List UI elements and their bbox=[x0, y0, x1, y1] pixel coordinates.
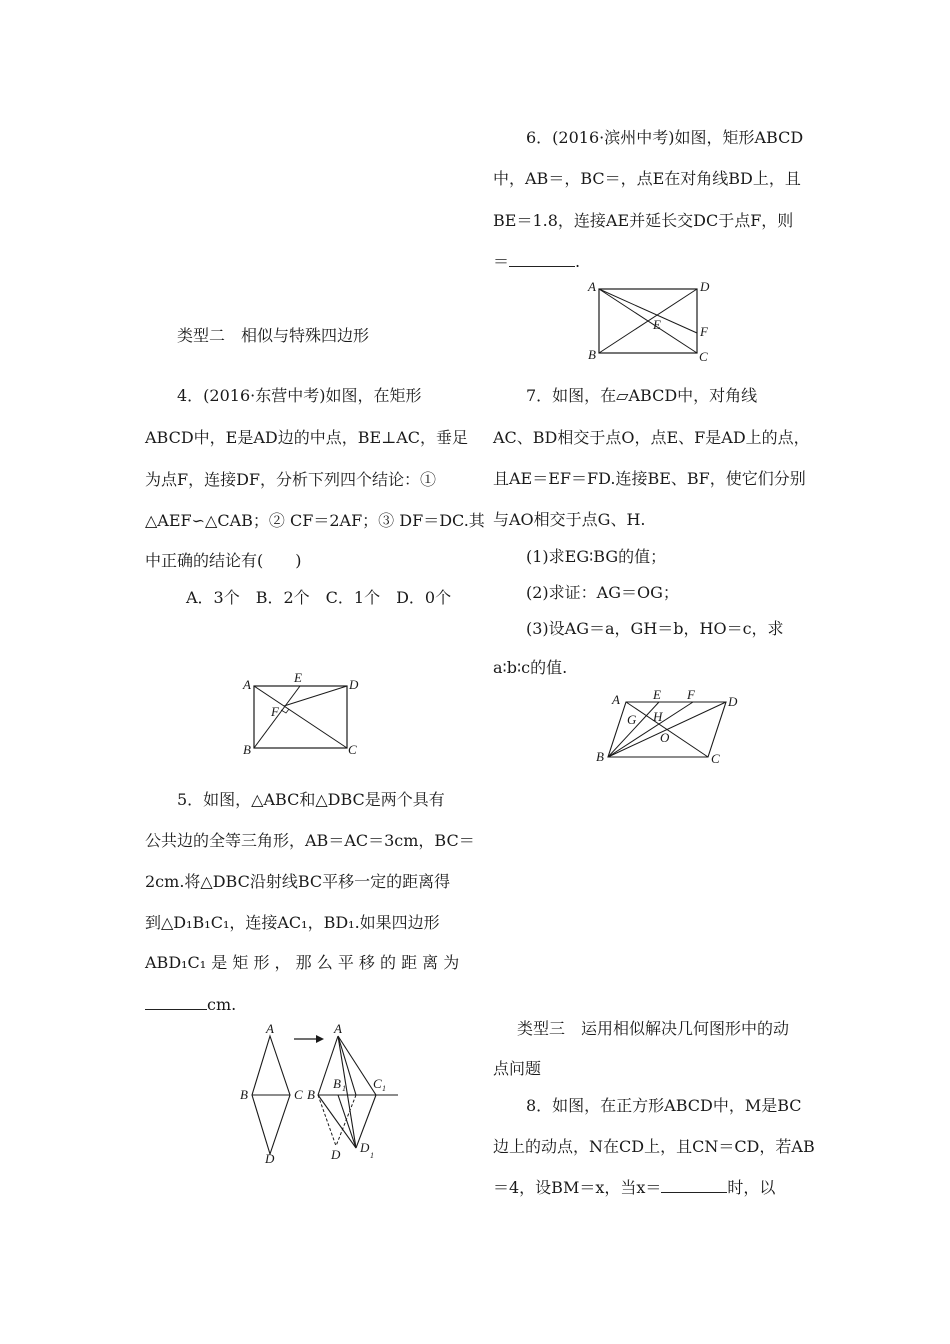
q4-line-3: 为点F，连接DF，分析下列四个结论：① bbox=[145, 470, 437, 489]
q5-line-4: 到△D₁B₁C₁，连接AC₁，BD₁.如果四边形 bbox=[145, 913, 440, 932]
q6-line-4 bbox=[493, 251, 580, 273]
q6-label-e: E bbox=[653, 317, 661, 332]
q7-line-3: 且AE＝EF＝FD.连接BE、BF，使它们分别 bbox=[493, 469, 806, 488]
q7-label-h: H bbox=[653, 709, 663, 724]
q4-line-4: △AEF∽△CAB；② CF＝2AF；③ DF＝DC.其 bbox=[145, 511, 485, 530]
q4-choices: A．3个 B．2个 C．1个 D．0个 bbox=[186, 588, 452, 607]
q8-line-2: 边上的动点，N在CD上，且CN＝CD，若AB bbox=[493, 1137, 815, 1156]
q6-label-c: C bbox=[699, 349, 708, 364]
q7-line-4: 与AO相交于点G、H. bbox=[493, 510, 646, 529]
q5-answer-unit: cm. bbox=[207, 995, 237, 1014]
q4-line-5: 中正确的结论有( ) bbox=[145, 551, 302, 570]
q7-label-d: D bbox=[728, 694, 738, 709]
q5-line-2: 公共边的全等三角形，AB＝AC＝3cm，BC＝ bbox=[145, 831, 475, 850]
q5-label-d: D bbox=[265, 1151, 275, 1164]
q5-label-b-right: B bbox=[307, 1087, 315, 1102]
q5-label-d1-sub: 1 bbox=[370, 1151, 374, 1160]
q7-label-f: F bbox=[687, 687, 695, 702]
section3-title-line-1: 类型三 运用相似解决几何图形中的动 bbox=[517, 1019, 790, 1038]
q7-label-b: B bbox=[596, 749, 604, 764]
q7-part-2: (2)求证：AG＝OG； bbox=[526, 583, 679, 602]
q6-figure bbox=[583, 278, 718, 366]
q4-label-f: F bbox=[271, 704, 279, 719]
q5-label-b1: B bbox=[333, 1076, 341, 1091]
q5-answer-line bbox=[145, 994, 236, 1016]
q4-line-2: ABCD中，E是AD边的中点，BE⊥AC，垂足 bbox=[145, 428, 469, 447]
q7-label-c: C bbox=[711, 751, 720, 766]
q5-label-d1: D bbox=[360, 1140, 370, 1155]
q6-line-3: BE＝1.8，连接AE并延长交DC于点F，则 bbox=[493, 211, 794, 230]
q4-label-b: B bbox=[243, 742, 251, 757]
q6-line-2: 中，AB＝，BC＝，点E在对角线BD上，且 bbox=[493, 169, 801, 188]
q7-line-2: AC、BD相交于点O，点E、F是AD上的点， bbox=[493, 428, 810, 447]
q7-part-3: (3)设AG＝a，GH＝b，HO＝c，求 bbox=[526, 619, 784, 638]
q7-part-1: (1)求EG∶BG的值； bbox=[526, 547, 667, 566]
q5-line-3: 2cm.将△DBC沿射线BC平移一定的距离得 bbox=[145, 872, 451, 891]
q7-label-g: G bbox=[627, 712, 637, 727]
q6-line-1: 6．(2016·滨州中考)如图，矩形ABCD bbox=[526, 128, 804, 147]
section2-title: 类型二 相似与特殊四边形 bbox=[177, 326, 370, 345]
q5-label-c: C bbox=[294, 1087, 303, 1102]
q5-label-b: B bbox=[240, 1087, 248, 1102]
q7-line-1: 7．如图，在▱ABCD中，对角线 bbox=[526, 386, 758, 405]
q5-line-1: 5．如图，△ABC和△DBC是两个具有 bbox=[177, 790, 445, 809]
q8-line-3-text: ＝4，设BM＝x，当x＝ bbox=[493, 1178, 662, 1197]
q4-figure bbox=[236, 670, 366, 764]
q5-label-a: A bbox=[266, 1022, 274, 1036]
q5-label-d-right: D bbox=[331, 1147, 341, 1162]
q6-period: . bbox=[575, 252, 581, 271]
q5-label-c1: C bbox=[373, 1076, 382, 1091]
q5-label-b1-sub: 1 bbox=[342, 1084, 346, 1093]
q7-figure bbox=[590, 684, 750, 768]
q7-label-o: O bbox=[660, 730, 670, 745]
q6-label-a: A bbox=[588, 279, 596, 294]
q8-line-3 bbox=[493, 1177, 775, 1199]
q7-label-a: A bbox=[612, 692, 620, 707]
q6-label-d: D bbox=[700, 279, 710, 294]
q7-part-3-cont: a∶b∶c的值. bbox=[493, 658, 568, 677]
q4-label-a: A bbox=[243, 677, 251, 692]
q5-answer-blank bbox=[145, 995, 207, 1010]
q8-answer-blank bbox=[661, 1178, 727, 1193]
q8-line-3-tail: 时，以 bbox=[727, 1178, 776, 1197]
q6-label-b: B bbox=[588, 347, 596, 362]
q4-label-d: D bbox=[349, 677, 359, 692]
q6-equals: ＝ bbox=[493, 252, 510, 271]
q5-line-5: ABD₁C₁ 是 矩 形 ， 那 么 平 移 的 距 离 为 bbox=[145, 953, 460, 972]
q5-figure bbox=[232, 1022, 404, 1164]
q6-answer-blank bbox=[509, 252, 575, 267]
q7-label-e: E bbox=[653, 687, 661, 702]
q5-label-a-right: A bbox=[334, 1022, 342, 1036]
q6-label-f: F bbox=[700, 324, 708, 339]
q4-label-e: E bbox=[294, 670, 302, 685]
q4-label-c: C bbox=[348, 742, 357, 757]
q4-line-1: 4．(2016·东营中考)如图，在矩形 bbox=[177, 386, 422, 405]
q8-line-1: 8．如图，在正方形ABCD中，M是BC bbox=[526, 1096, 802, 1115]
q5-label-c1-sub: 1 bbox=[382, 1084, 386, 1093]
section3-title-line-2: 点问题 bbox=[493, 1059, 542, 1078]
